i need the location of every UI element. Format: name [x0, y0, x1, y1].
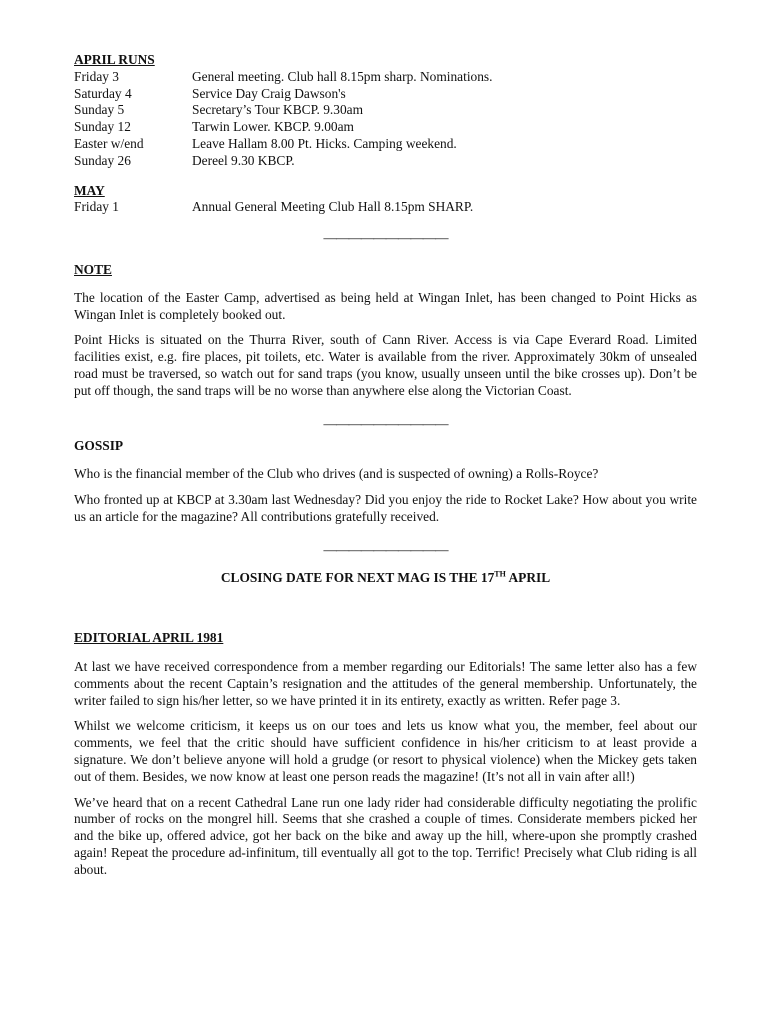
- run-row: [74, 119, 697, 136]
- gossip-paragraph: Who fronted up at KBCP at 3.30am last Wednesday? Did you enjoy the ride to Rocket Lake? How about you write us an article for the magazine? All contributions gratefully received.: [74, 491, 697, 524]
- run-event: Secretary’s Tour KBCP. 9.30am: [192, 102, 364, 118]
- section-separator: ——————————: [323, 230, 448, 246]
- section-separator: ——————————: [323, 415, 448, 431]
- closing-date-notice: [74, 570, 697, 587]
- run-event: Annual General Meeting Club Hall 8.15pm SHARP.: [192, 199, 474, 215]
- run-day: Easter w/end: [74, 135, 144, 151]
- run-row: [74, 69, 697, 86]
- note-heading: NOTE: [74, 261, 112, 277]
- run-row: [74, 153, 697, 170]
- run-row: [74, 86, 697, 103]
- newsletter-page: [74, 52, 697, 878]
- run-day: Friday 3: [74, 68, 120, 84]
- gossip-paragraph: Who is the financial member of the Club who drives (and is suspected of owning) a Rolls-Royce?: [74, 466, 599, 482]
- editorial-paragraph: At last we have received correspondence from a member regarding our Editorials! The same letter also has a few comments about the recent Captain’s resignation and the attitudes of the general membership. Unfortunately, the writer failed to sign his/her letter, so we have printed it in its entirety, exactly as written. Refer page 3.: [74, 658, 697, 708]
- run-day: Sunday 12: [74, 119, 131, 135]
- run-day: Friday 1: [74, 199, 120, 215]
- editorial-paragraph: We’ve heard that on a recent Cathedral Lane run one lady rider had considerable difficulty negotiating the prolific number of rocks on the mongrel hill. Seems that she crashed a couple of times. Considerate members picked her and the bike up, offered advice, got her back on the bike and away up the hill, where-upon she promptly crashed again! Repeat the procedure ad-infinitum, till eventually all got to the top. Terrific! Precisely what Club riding is all about.: [74, 794, 697, 877]
- section-separator: ——————————: [323, 541, 448, 557]
- gossip-heading: GOSSIP: [74, 438, 124, 454]
- note-paragraph: The location of the Easter Camp, advertised as being held at Wingan Inlet, has been changed to Point Hicks as Wingan Inlet is completely booked out.: [74, 289, 697, 322]
- run-row: [74, 102, 697, 119]
- closing-text: CLOSING DATE FOR NEXT MAG IS THE 17: [220, 570, 495, 586]
- april-runs-heading: APRIL RUNS: [74, 52, 155, 67]
- closing-text-end: APRIL: [505, 570, 551, 586]
- april-runs-list: [74, 69, 697, 170]
- may-heading: MAY: [74, 182, 105, 198]
- editorial-heading: EDITORIAL APRIL 1981: [74, 630, 224, 646]
- run-event: Leave Hallam 8.00 Pt. Hicks. Camping weekend.: [192, 135, 457, 151]
- run-event: Service Day Craig Dawson's: [192, 85, 346, 101]
- run-event: Dereel 9.30 KBCP.: [192, 152, 295, 168]
- run-event: Tarwin Lower. KBCP. 9.00am: [192, 119, 354, 135]
- run-day: Sunday 26: [74, 152, 131, 168]
- run-row: [74, 136, 697, 153]
- note-paragraph: Point Hicks is situated on the Thurra River, south of Cann River. Access is via Cape Everard Road. Limited facilities exist, e.g. fire places, pit toilets, etc. Water is available from the river. Approximately 30km of unsealed road must be traversed, so watch out for sand traps (you know, usually unseen until the bike crosses up). Don’t be put off though, the sand traps will be no worse than anywhere else along the Victorian Coast.: [74, 332, 697, 398]
- run-day: Saturday 4: [74, 85, 132, 101]
- closing-superscript: TH: [494, 569, 506, 579]
- run-day: Sunday 5: [74, 102, 125, 118]
- run-row: [74, 199, 697, 216]
- run-event: General meeting. Club hall 8.15pm sharp. Nominations.: [192, 68, 493, 84]
- editorial-paragraph: Whilst we welcome criticism, it keeps us on our toes and lets us know what you, the member, feel about our comments, we feel that the critic should have sufficient confidence in his/her criticism to at least provide a signature. We don’t believe anyone will hold a grudge (or resort to physical violence) when the Mickey gets taken out of them. Besides, we now know at least one person reads the magazine! (It’s not all in vain after all!): [74, 718, 697, 784]
